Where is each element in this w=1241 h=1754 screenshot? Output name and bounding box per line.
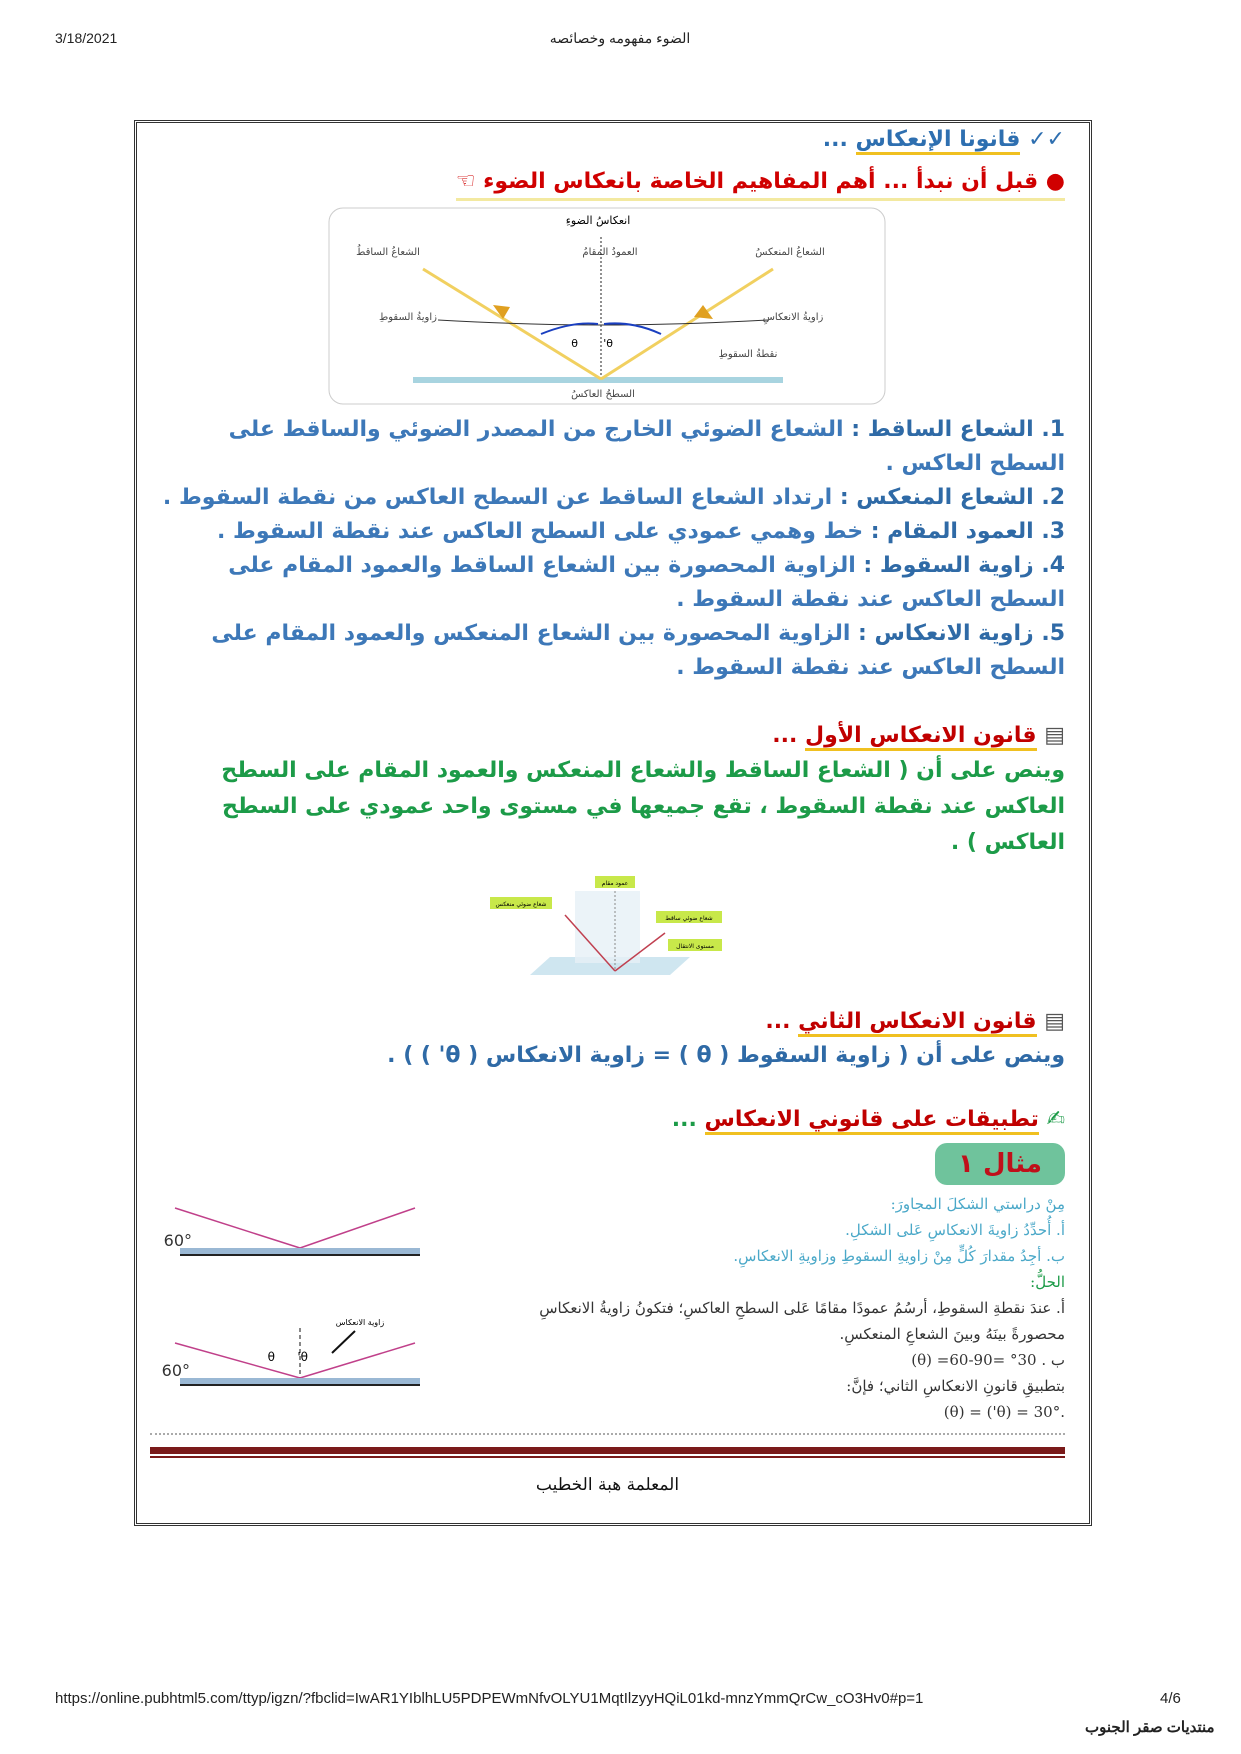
diagram-title: انعكاسُ الضوءِ <box>565 214 630 227</box>
example-badge: مثال ١ <box>935 1143 1065 1185</box>
question-a: أ. أُحدِّدُ زاويةَ الانعكاسِ عَلى الشكلِ. <box>845 1221 1065 1239</box>
label-angle-incidence: زاويةُ السقوطِ <box>378 312 437 323</box>
law2-body: وينص على أن ( زاوية السقوط ( θ ) = زاوية الانعكاس ( θ' ) ) . <box>387 1043 1065 1068</box>
pencil-icon: ✍ <box>1046 1107 1065 1132</box>
definition-5: 5. زاوية الانعكاس : الزاوية المحصورة بين الشعاع المنعكس والعمود المقام على السطح العاكس عند نقطة السقوط . <box>211 621 1065 680</box>
label-reflected: الشعاعُ المنعكسُ <box>754 247 825 258</box>
label-reflected: شعاع ضوئي منعكس <box>495 901 547 908</box>
page-header-title: الضوء مفهومه وخصائصه <box>549 30 691 46</box>
example-section <box>150 1191 1065 1425</box>
svg-text:θ: θ <box>570 337 578 350</box>
example-figure-2 <box>161 1313 430 1403</box>
worksheet-content <box>150 124 1065 1498</box>
law1-heading: ▤ قانون الانعكاس الأول ... <box>150 719 1065 753</box>
definition-2: 2. الشعاع المنعكس : ارتداد الشعاع الساقط عن السطح العاكس من نقطة السقوط . <box>162 485 1065 510</box>
label-reflection-angle: زاوية الانعكاس <box>335 1318 385 1327</box>
print-date: 3/18/2021 <box>55 30 118 46</box>
footer-bar-thin <box>150 1456 1065 1458</box>
plane-diagram <box>490 875 725 995</box>
answer-b-line1: ب . 30° =90-60= (θ) <box>911 1351 1065 1369</box>
question-b: ب. أجِدُ مقدارَ كُلٍّ مِنْ زاويةِ السقوطِ وزاويةِ الانعكاسِ. <box>733 1247 1065 1265</box>
footer-bar <box>150 1447 1065 1454</box>
label-incident: الشعاعُ الساقطُ <box>355 247 420 258</box>
label-normal: العمودُ المقامُ <box>581 247 638 258</box>
definition-4: 4. زاوية السقوط : الزاوية المحصورة بين الشعاع الساقط والعمود المقام على السطح العاكس عند نقطة السقوط . <box>228 553 1065 612</box>
document-icon: ▤ <box>1044 1009 1065 1034</box>
teacher-signature: المعلمة هبة الخطيب <box>535 1475 680 1495</box>
law2-heading: ▤ قانون الانعكاس الثاني ... <box>150 1005 1065 1039</box>
label-normal: عمود مقام <box>601 880 629 887</box>
definition-3: 3. العمود المقام : خط وهمي عمودي على السطح العاكس عند نقطة السقوط . <box>217 519 1065 544</box>
checkmark-icon: ✓✓ <box>1028 127 1065 152</box>
document-icon: ▤ <box>1044 723 1065 748</box>
reflection-diagram <box>328 207 888 407</box>
law1-body: وينص على أن ( الشعاع الساقط والشعاع المنعكس والعمود المقام على السطح العاكس عند نقطة السقوط ، تقع جميعها في مستوى واحد عمودي على السطح العاكس ) . <box>221 758 1065 855</box>
example-intro: مِنْ دراستي الشكلَ المجاورَ: <box>890 1195 1065 1213</box>
svg-text:θ': θ' <box>602 337 613 350</box>
label-surface: السطحُ العاكسُ <box>570 389 635 400</box>
label-point: نقطةُ السقوطِ <box>718 349 777 360</box>
svg-text:60°: 60° <box>161 1361 190 1380</box>
intro-heading: ● قبل أن نبدأ ... أهم المفاهيم الخاصة بانعكاس الضوء ☜ <box>456 166 1065 201</box>
answer-a-line2: محصورةً بينَهُ وبينَ الشعاعِ المنعكسِ. <box>839 1325 1065 1343</box>
watermark: منتديات صقر الجنوب <box>1085 1719 1215 1736</box>
label-plane: مستوى الانتقال <box>676 943 714 950</box>
svg-text:60°: 60° <box>163 1231 192 1250</box>
example-figure-1 <box>163 1203 430 1273</box>
page-number: 4/6 <box>1160 1690 1181 1707</box>
section-title: ✓✓ قانونا الإنعكاس ... <box>150 124 1065 156</box>
answer-a-line1: أ. عندَ نقطةِ السقوطِ، أرسُمُ عمودًا مقامًا عَلى السطحِ العاكسِ؛ فتكونُ زاويةُ الانعكاسِ <box>539 1299 1065 1317</box>
svg-text:θ': θ' <box>297 1350 308 1364</box>
definition-1: 1. الشعاع الساقط : الشعاع الضوئي الخارج من المصدر الضوئي والساقط على السطح العاكس . <box>228 417 1065 476</box>
label-incident: شعاع ضوئي ساقط <box>665 915 713 922</box>
applications-heading: ✍ تطبيقات على قانوني الانعكاس ... <box>150 1103 1065 1137</box>
dotted-divider <box>150 1433 1065 1435</box>
svg-text:θ: θ <box>267 1350 275 1364</box>
label-angle-reflection: زاويةُ الانعكاسِ <box>762 312 823 323</box>
answer-b-line3: .30° = (θ') = (θ) <box>943 1403 1065 1421</box>
solution-label: الحلُّ: <box>1030 1273 1065 1291</box>
footer-url: https://online.pubhtml5.com/ttyp/igzn/?fbclid=IwAR1YIblhLU5PDPEWmNfvOLYU1MqtIlzyyHQiL01kd-mnzYmmQrCw_cO3Hv0#p=1 <box>55 1690 924 1707</box>
answer-b-line2: بتطبيقِ قانونِ الانعكاسِ الثاني؛ فإنَّ: <box>846 1377 1065 1395</box>
example-figures <box>150 1191 430 1403</box>
bomb-icon: ● <box>1045 169 1065 194</box>
example-text <box>430 1191 1065 1425</box>
